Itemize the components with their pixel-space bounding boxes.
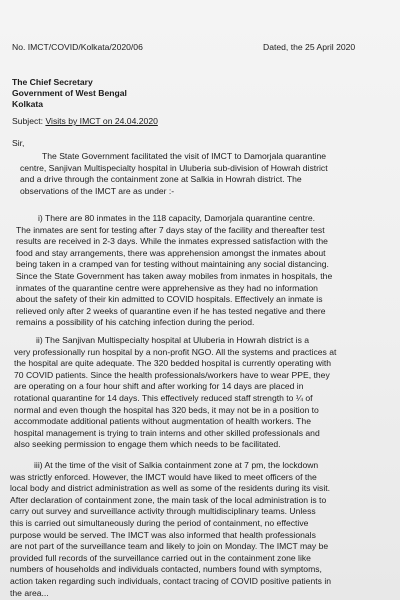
paragraph-line: hospital management is trying to train interns and other skilled professionals and: [14, 427, 320, 438]
addressee-line-2: Government of West Bengal: [12, 88, 127, 98]
paragraph-line: 70 COVID patients. Since the health professionals/workers have to wear PPE, they: [14, 369, 330, 380]
paragraph-iii: [10, 460, 392, 599]
paragraph-line: food and stay arrangements, there was apprehension amongst the inmates about: [16, 247, 326, 258]
paragraph-line: remains a possibility of his catching infection during the period.: [16, 317, 255, 328]
paragraph-line: The inmates are sent for testing after 7 days stay of the facility and thereafter test: [16, 224, 325, 235]
paragraph-line: rotational quarantine for 14 days. This effectively reduced staff strength to ¼ of: [14, 392, 313, 403]
paragraph-line: was strictly enforced. However, the IMCT would have liked to meet officers of the: [10, 471, 317, 482]
paragraph-ii: [14, 335, 392, 451]
addressee-line-1: The Chief Secretary: [12, 77, 93, 87]
intro-line: centre, Sanjivan Multispecialty hospital in Uluberia sub-division of Howrah district: [20, 162, 328, 173]
subject-text: Visits by IMCT on 24.04.2020: [45, 116, 158, 126]
paragraph-line: results are received in 2-3 days. While the inmates expressed satisfaction with the: [16, 236, 328, 247]
paragraph-line: relieved only after 2 weeks of quarantine even if he has tested negative and there: [16, 305, 326, 316]
paragraph-line: ii) The Sanjivan Multispecialty hospital at Uluberia in Howrah district is a: [36, 335, 310, 345]
intro-line: The State Government facilitated the visit of IMCT to Damorjala quarantine: [42, 151, 327, 161]
letter-date: Dated, the 25 April 2020: [263, 42, 356, 52]
subject-prefix: Subject:: [12, 116, 46, 126]
paragraph-line: After declaration of containment zone, the main task of the local administration is to: [10, 494, 327, 505]
paragraph-line: i) There are 80 inmates in the 118 capacity, Damorjala quarantine centre.: [38, 213, 316, 223]
paragraph-line: provided full records of the surveillance carried out in the containment zone like: [10, 552, 311, 563]
paragraph-line: accommodate additional patients without augmentation of health workers. The: [14, 416, 311, 427]
addressee-line-3: Kolkata: [12, 99, 44, 109]
paragraph-line: normal and even though the hospital has 320 beds, it may not be in a position to: [14, 404, 319, 415]
paragraph-line: about the safety of their kin admitted to COVID hospitals. Effectively an inmate is: [16, 294, 323, 305]
intro-line: observations of the IMCT are as under :-: [20, 185, 175, 196]
paragraph-line: purpose would be served. The IMCT was also informed that health professionals: [10, 529, 316, 540]
paragraph-line: numbers of households and individuals contacted, numbers found with symptoms,: [10, 564, 322, 575]
paragraph-line: this is carried out simultaneously during the period of containment, no effective: [10, 517, 309, 528]
paragraph-line: the area...: [10, 587, 49, 598]
paragraph-line: very professionally run hospital by a non-profit NGO. All the systems and practices at: [14, 346, 337, 357]
paragraph-line: iii) At the time of the visit of Salkia containment zone at 7 pm, the lockdown: [34, 460, 319, 470]
paragraph-line: also seeking permission to engage them which needs to be facilitated.: [14, 439, 281, 450]
salutation: Sir,: [12, 138, 25, 148]
intro-line: and a drive through the containment zone at Salkia in Howrah district. The: [20, 174, 302, 185]
subject-line: [12, 116, 158, 127]
intro-paragraph: [20, 151, 392, 197]
paragraph-line: local body and district administration as well as some of the residents during its visit.: [10, 483, 331, 494]
reference-number: No. IMCT/COVID/Kolkata/2020/06: [12, 42, 143, 52]
paragraph-line: are not part of the surveillance team and likely to join on Monday. The IMCT may be: [10, 541, 329, 552]
paragraph-line: the hospital are quite adequate. The 320 bedded hospital is currently operating with: [14, 358, 332, 369]
paragraph-line: are operating on a four hour shift and after working for 14 days are placed in: [14, 381, 304, 392]
paragraph-i: [16, 213, 392, 329]
paragraph-line: carry out survey and surveillance activity through multidisciplinary teams. Unless: [10, 506, 316, 517]
paragraph-line: being taken in a cramped van for testing without maintaining any social distancing.: [16, 259, 329, 270]
paragraph-line: Since the State Government has taken away mobiles from inmates in hospitals, the: [16, 270, 333, 281]
paragraph-line: inmates of the quarantine centre were apprehensive as they had no information: [16, 282, 318, 293]
paragraph-line: action taken regarding such individuals, contact tracing of COVID positive patients in: [10, 575, 332, 586]
